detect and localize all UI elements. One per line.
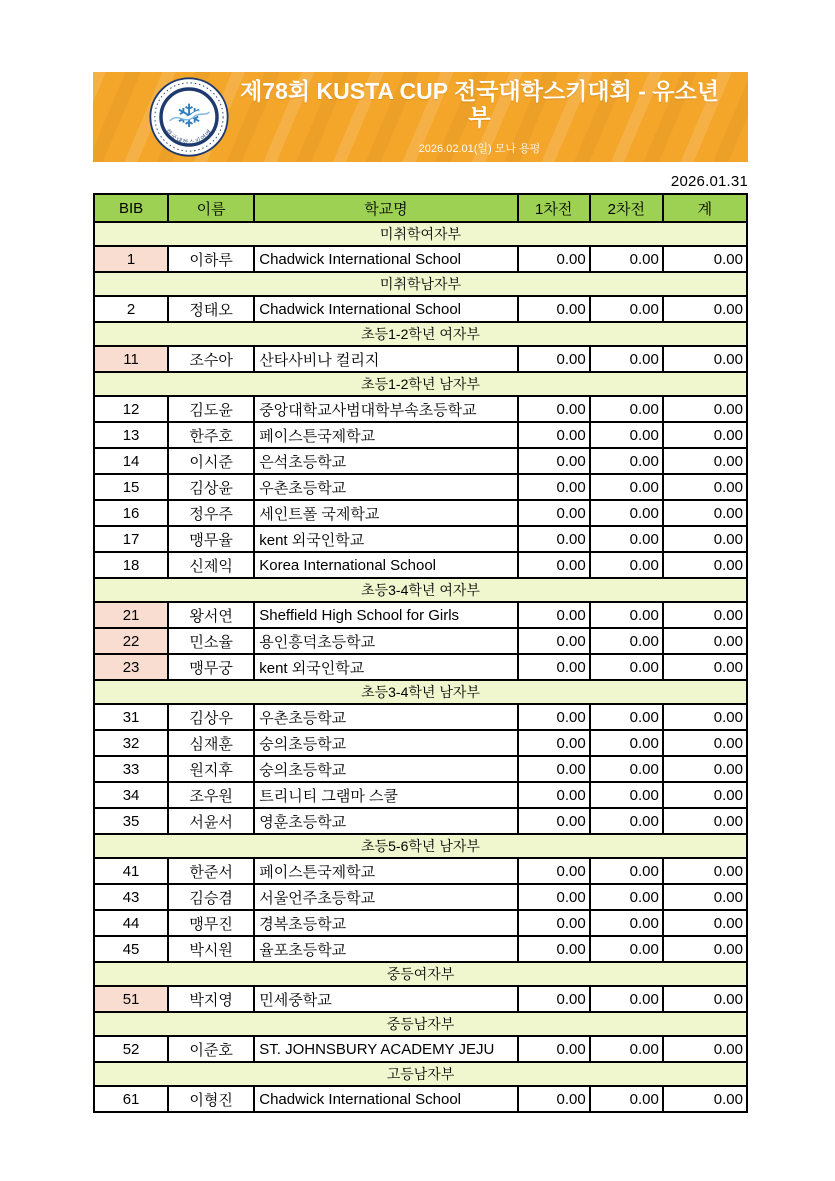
athlete-row xyxy=(94,1086,747,1112)
page-content xyxy=(93,72,748,1113)
round1-cell: 0.00 xyxy=(518,246,590,272)
round1-cell: 0.00 xyxy=(518,500,590,526)
athlete-row xyxy=(94,422,747,448)
school-cell: 산타사비나 컬리지 xyxy=(254,346,517,372)
round2-cell: 0.00 xyxy=(590,396,663,422)
round2-cell: 0.00 xyxy=(590,782,663,808)
name-cell: 김상윤 xyxy=(168,474,254,500)
bib-cell: 45 xyxy=(94,936,168,962)
name-cell: 김상우 xyxy=(168,704,254,730)
round1-cell: 0.00 xyxy=(518,756,590,782)
round2-cell: 0.00 xyxy=(590,936,663,962)
total-cell: 0.00 xyxy=(663,346,747,372)
round2-cell: 0.00 xyxy=(590,654,663,680)
table-header-row xyxy=(94,194,747,222)
round1-cell: 0.00 xyxy=(518,628,590,654)
total-cell: 0.00 xyxy=(663,730,747,756)
column-header-round1: 1차전 xyxy=(518,194,590,222)
total-cell: 0.00 xyxy=(663,1086,747,1112)
round1-cell: 0.00 xyxy=(518,448,590,474)
round1-cell: 0.00 xyxy=(518,910,590,936)
roster-table-body xyxy=(94,222,747,1112)
athlete-row xyxy=(94,474,747,500)
total-cell: 0.00 xyxy=(663,246,747,272)
column-header-school: 학교명 xyxy=(254,194,517,222)
bib-cell: 33 xyxy=(94,756,168,782)
name-cell: 이형진 xyxy=(168,1086,254,1112)
bib-cell: 18 xyxy=(94,552,168,578)
name-cell: 한주호 xyxy=(168,422,254,448)
athlete-row xyxy=(94,396,747,422)
division-title: 초등1-2학년 여자부 xyxy=(94,322,747,346)
school-cell: ST. JOHNSBURY ACADEMY JEJU xyxy=(254,1036,517,1062)
division-header-row xyxy=(94,680,747,704)
division-header-row xyxy=(94,272,747,296)
total-cell: 0.00 xyxy=(663,756,747,782)
round1-cell: 0.00 xyxy=(518,1086,590,1112)
logo-bottom-arc-text: 한국대학스키연맹 xyxy=(163,128,215,147)
school-cell: 숭의초등학교 xyxy=(254,730,517,756)
event-date-location: 2026.02.01(일) 모나 용평 xyxy=(418,143,541,156)
athlete-row xyxy=(94,782,747,808)
athlete-row xyxy=(94,526,747,552)
name-cell: 박시원 xyxy=(168,936,254,962)
total-cell: 0.00 xyxy=(663,552,747,578)
bib-cell: 52 xyxy=(94,1036,168,1062)
school-cell: 민세중학교 xyxy=(254,986,517,1012)
division-header-row xyxy=(94,1012,747,1036)
division-header-row xyxy=(94,1062,747,1086)
total-cell: 0.00 xyxy=(663,782,747,808)
athlete-row xyxy=(94,986,747,1012)
bib-cell: 17 xyxy=(94,526,168,552)
column-header-bib: BIB xyxy=(94,194,168,222)
round1-cell: 0.00 xyxy=(518,602,590,628)
bib-cell: 11 xyxy=(94,346,168,372)
bib-cell: 12 xyxy=(94,396,168,422)
total-cell: 0.00 xyxy=(663,396,747,422)
name-cell: 심재훈 xyxy=(168,730,254,756)
total-cell: 0.00 xyxy=(663,910,747,936)
round1-cell: 0.00 xyxy=(518,782,590,808)
school-cell: Korea International School xyxy=(254,552,517,578)
total-cell: 0.00 xyxy=(663,526,747,552)
athlete-row xyxy=(94,910,747,936)
athlete-row xyxy=(94,808,747,834)
school-cell: 용인흥덕초등학교 xyxy=(254,628,517,654)
school-cell: Chadwick International School xyxy=(254,1086,517,1112)
round1-cell: 0.00 xyxy=(518,526,590,552)
division-title: 중등여자부 xyxy=(94,962,747,986)
name-cell: 민소율 xyxy=(168,628,254,654)
school-cell: Sheffield High School for Girls xyxy=(254,602,517,628)
column-header-total: 계 xyxy=(663,194,747,222)
round2-cell: 0.00 xyxy=(590,246,663,272)
name-cell: 박지영 xyxy=(168,986,254,1012)
name-cell: 조우원 xyxy=(168,782,254,808)
round2-cell: 0.00 xyxy=(590,756,663,782)
round1-cell: 0.00 xyxy=(518,474,590,500)
athlete-row xyxy=(94,1036,747,1062)
total-cell: 0.00 xyxy=(663,986,747,1012)
division-title: 미취학여자부 xyxy=(94,222,747,246)
division-title: 초등3-4학년 여자부 xyxy=(94,578,747,602)
athlete-row xyxy=(94,448,747,474)
round1-cell: 0.00 xyxy=(518,704,590,730)
round2-cell: 0.00 xyxy=(590,602,663,628)
school-cell: 트리니티 그램마 스쿨 xyxy=(254,782,517,808)
round1-cell: 0.00 xyxy=(518,346,590,372)
federation-logo xyxy=(149,77,229,157)
round1-cell: 0.00 xyxy=(518,654,590,680)
bib-cell: 13 xyxy=(94,422,168,448)
division-title: 초등5-6학년 남자부 xyxy=(94,834,747,858)
round2-cell: 0.00 xyxy=(590,808,663,834)
event-title: 제78회 KUSTA CUP 전국대학스키대회 - 유소년부 xyxy=(240,77,719,130)
name-cell: 이하루 xyxy=(168,246,254,272)
school-cell: Chadwick International School xyxy=(254,246,517,272)
round1-cell: 0.00 xyxy=(518,858,590,884)
round1-cell: 0.00 xyxy=(518,884,590,910)
round1-cell: 0.00 xyxy=(518,808,590,834)
total-cell: 0.00 xyxy=(663,422,747,448)
bib-cell: 44 xyxy=(94,910,168,936)
division-title: 미취학남자부 xyxy=(94,272,747,296)
name-cell: 서윤서 xyxy=(168,808,254,834)
total-cell: 0.00 xyxy=(663,1036,747,1062)
bib-cell: 16 xyxy=(94,500,168,526)
school-cell: 은석초등학교 xyxy=(254,448,517,474)
round1-cell: 0.00 xyxy=(518,422,590,448)
athlete-row xyxy=(94,628,747,654)
school-cell: 페이스튼국제학교 xyxy=(254,422,517,448)
round2-cell: 0.00 xyxy=(590,704,663,730)
school-cell: kent 외국인학교 xyxy=(254,654,517,680)
federation-logo-icon xyxy=(149,77,229,157)
name-cell: 한준서 xyxy=(168,858,254,884)
total-cell: 0.00 xyxy=(663,654,747,680)
bib-cell: 32 xyxy=(94,730,168,756)
name-cell: 원지후 xyxy=(168,756,254,782)
snowflake-icon: ❄ xyxy=(175,98,203,134)
total-cell: 0.00 xyxy=(663,704,747,730)
bib-cell: 21 xyxy=(94,602,168,628)
bib-cell: 43 xyxy=(94,884,168,910)
athlete-row xyxy=(94,346,747,372)
division-title: 중등남자부 xyxy=(94,1012,747,1036)
name-cell: 조수아 xyxy=(168,346,254,372)
total-cell: 0.00 xyxy=(663,858,747,884)
athlete-row xyxy=(94,756,747,782)
round2-cell: 0.00 xyxy=(590,448,663,474)
division-header-row xyxy=(94,578,747,602)
round1-cell: 0.00 xyxy=(518,396,590,422)
school-cell: 우촌초등학교 xyxy=(254,474,517,500)
division-header-row xyxy=(94,222,747,246)
school-cell: 영훈초등학교 xyxy=(254,808,517,834)
report-date: 2026.01.31 xyxy=(670,173,748,190)
division-title: 초등3-4학년 남자부 xyxy=(94,680,747,704)
round1-cell: 0.00 xyxy=(518,296,590,322)
bib-cell: 22 xyxy=(94,628,168,654)
round1-cell: 0.00 xyxy=(518,936,590,962)
column-header-round2: 2차전 xyxy=(590,194,663,222)
school-cell: 서울언주초등학교 xyxy=(254,884,517,910)
name-cell: 맹무궁 xyxy=(168,654,254,680)
total-cell: 0.00 xyxy=(663,628,747,654)
bib-cell: 2 xyxy=(94,296,168,322)
division-title: 초등1-2학년 남자부 xyxy=(94,372,747,396)
athlete-row xyxy=(94,654,747,680)
bib-cell: 35 xyxy=(94,808,168,834)
school-cell: kent 외국인학교 xyxy=(254,526,517,552)
round2-cell: 0.00 xyxy=(590,296,663,322)
bib-cell: 61 xyxy=(94,1086,168,1112)
bib-cell: 51 xyxy=(94,986,168,1012)
name-cell: 김승겸 xyxy=(168,884,254,910)
round2-cell: 0.00 xyxy=(590,1036,663,1062)
division-header-row xyxy=(94,372,747,396)
event-banner xyxy=(93,72,748,162)
name-cell: 왕서연 xyxy=(168,602,254,628)
athlete-row xyxy=(94,246,747,272)
bib-cell: 34 xyxy=(94,782,168,808)
athlete-row xyxy=(94,552,747,578)
athlete-row xyxy=(94,296,747,322)
total-cell: 0.00 xyxy=(663,884,747,910)
school-cell: Chadwick International School xyxy=(254,296,517,322)
athlete-row xyxy=(94,500,747,526)
name-cell: 이준호 xyxy=(168,1036,254,1062)
athlete-row xyxy=(94,936,747,962)
total-cell: 0.00 xyxy=(663,602,747,628)
name-cell: 김도윤 xyxy=(168,396,254,422)
total-cell: 0.00 xyxy=(663,448,747,474)
bib-cell: 14 xyxy=(94,448,168,474)
school-cell: 우촌초등학교 xyxy=(254,704,517,730)
total-cell: 0.00 xyxy=(663,296,747,322)
bib-cell: 31 xyxy=(94,704,168,730)
bib-cell: 15 xyxy=(94,474,168,500)
banner-text-block xyxy=(229,78,748,157)
bib-cell: 1 xyxy=(94,246,168,272)
name-cell: 정우주 xyxy=(168,500,254,526)
round2-cell: 0.00 xyxy=(590,910,663,936)
school-cell: 경복초등학교 xyxy=(254,910,517,936)
total-cell: 0.00 xyxy=(663,500,747,526)
division-title: 고등남자부 xyxy=(94,1062,747,1086)
round2-cell: 0.00 xyxy=(590,858,663,884)
athlete-row xyxy=(94,602,747,628)
school-cell: 율포초등학교 xyxy=(254,936,517,962)
name-cell: 맹무율 xyxy=(168,526,254,552)
round1-cell: 0.00 xyxy=(518,1036,590,1062)
round2-cell: 0.00 xyxy=(590,884,663,910)
athlete-row xyxy=(94,858,747,884)
athlete-row xyxy=(94,730,747,756)
division-header-row xyxy=(94,962,747,986)
round1-cell: 0.00 xyxy=(518,730,590,756)
round2-cell: 0.00 xyxy=(590,552,663,578)
round2-cell: 0.00 xyxy=(590,628,663,654)
name-cell: 맹무진 xyxy=(168,910,254,936)
bib-cell: 41 xyxy=(94,858,168,884)
division-header-row xyxy=(94,834,747,858)
name-cell: 신제익 xyxy=(168,552,254,578)
round2-cell: 0.00 xyxy=(590,474,663,500)
name-cell: 정태오 xyxy=(168,296,254,322)
athlete-row xyxy=(94,704,747,730)
round1-cell: 0.00 xyxy=(518,552,590,578)
round2-cell: 0.00 xyxy=(590,730,663,756)
round2-cell: 0.00 xyxy=(590,346,663,372)
total-cell: 0.00 xyxy=(663,936,747,962)
name-cell: 이시준 xyxy=(168,448,254,474)
school-cell: 페이스튼국제학교 xyxy=(254,858,517,884)
round2-cell: 0.00 xyxy=(590,1086,663,1112)
column-header-name: 이름 xyxy=(168,194,254,222)
school-cell: 세인트폴 국제학교 xyxy=(254,500,517,526)
total-cell: 0.00 xyxy=(663,474,747,500)
bib-cell: 23 xyxy=(94,654,168,680)
school-cell: 숭의초등학교 xyxy=(254,756,517,782)
round2-cell: 0.00 xyxy=(590,986,663,1012)
round2-cell: 0.00 xyxy=(590,500,663,526)
athlete-row xyxy=(94,884,747,910)
round1-cell: 0.00 xyxy=(518,986,590,1012)
total-cell: 0.00 xyxy=(663,808,747,834)
round2-cell: 0.00 xyxy=(590,422,663,448)
school-cell: 중앙대학교사범대학부속초등학교 xyxy=(254,396,517,422)
round2-cell: 0.00 xyxy=(590,526,663,552)
division-header-row xyxy=(94,322,747,346)
roster-table xyxy=(93,193,748,1113)
